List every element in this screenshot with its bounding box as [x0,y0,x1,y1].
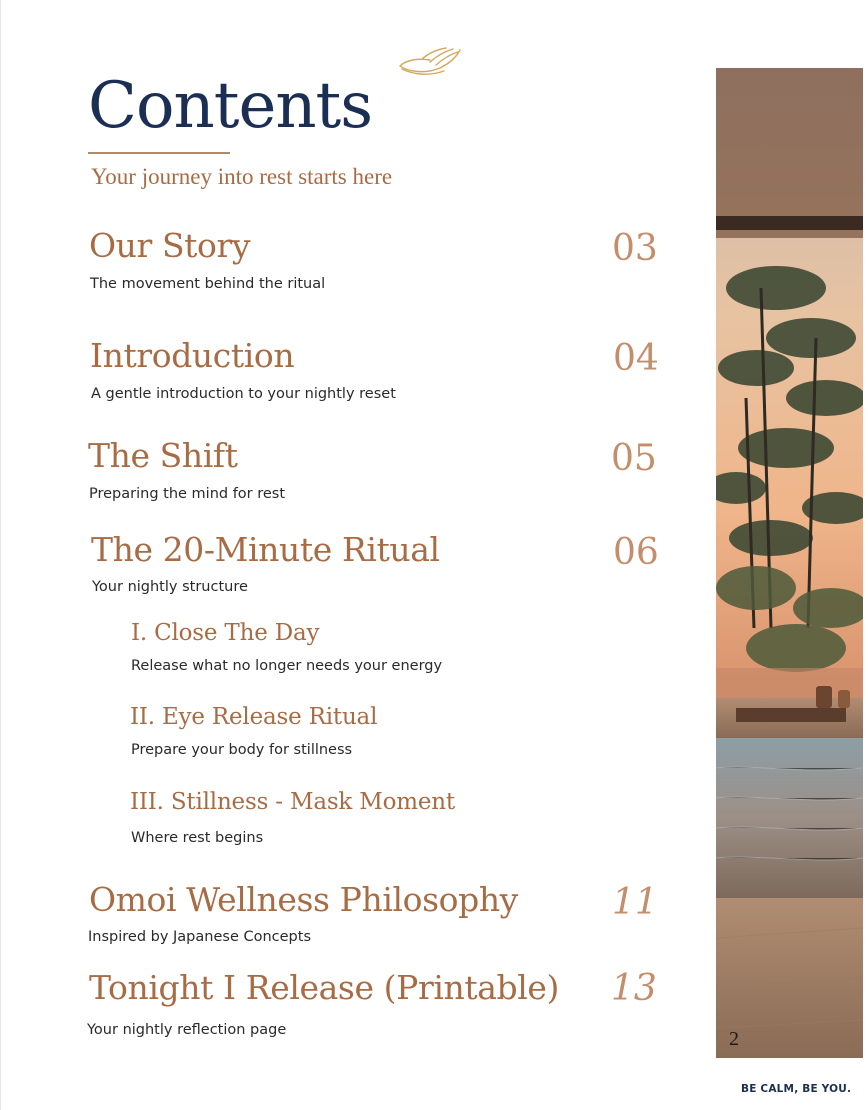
toc-entry-description: A gentle introduction to your nightly reset [91,386,396,402]
toc-entry-description: Your nightly structure [92,579,248,595]
toc-subentry-title-stillness-mask-moment[interactable]: III. Stillness - Mask Moment [130,789,455,815]
toc-entry-page-number[interactable]: 04 [613,338,659,379]
toc-entry-title-omoi-wellness-philosophy[interactable]: Omoi Wellness Philosophy [89,880,518,919]
toc-entry-description: Preparing the mind for rest [89,486,286,502]
page-edge [0,0,1,1110]
toc-subentry-title-eye-release-ritual[interactable]: II. Eye Release Ritual [130,704,378,730]
page-title: Contents [88,69,373,143]
hand-leaf-icon [396,44,464,78]
toc-subentry-description: Where rest begins [131,830,264,846]
toc-entry-title-20-minute-ritual[interactable]: The 20-Minute Ritual [91,530,440,569]
brand-tagline: BE CALM, BE YOU. [741,1083,852,1095]
toc-entry-title-the-shift[interactable]: The Shift [88,436,238,475]
toc-entry-description: Your nightly reflection page [87,1022,287,1038]
toc-entry-page-number[interactable]: 06 [613,532,659,573]
toc-entry-title-our-story[interactable]: Our Story [89,226,251,265]
toc-entry-page-number[interactable]: 11 [612,882,658,923]
toc-subentry-description: Prepare your body for stillness [131,742,353,758]
toc-entry-description: The movement behind the ritual [90,276,326,292]
toc-entry-description: Inspired by Japanese Concepts [88,929,311,945]
toc-subentry-description: Release what no longer needs your energy [131,658,443,674]
toc-entry-page-number[interactable]: 05 [611,438,657,479]
spa-sunset-photo [716,68,863,1058]
toc-subentry-title-close-the-day[interactable]: I. Close The Day [131,620,320,646]
toc-entry-title-introduction[interactable]: Introduction [90,336,295,375]
page-subtitle: Your journey into rest starts here [91,164,393,189]
page-number: 2 [729,1028,739,1050]
toc-entry-page-number[interactable]: 03 [612,228,658,269]
toc-entry-title-tonight-i-release[interactable]: Tonight I Release (Printable) [89,968,559,1007]
toc-entry-page-number[interactable]: 13 [611,968,657,1009]
title-underline [88,152,230,154]
